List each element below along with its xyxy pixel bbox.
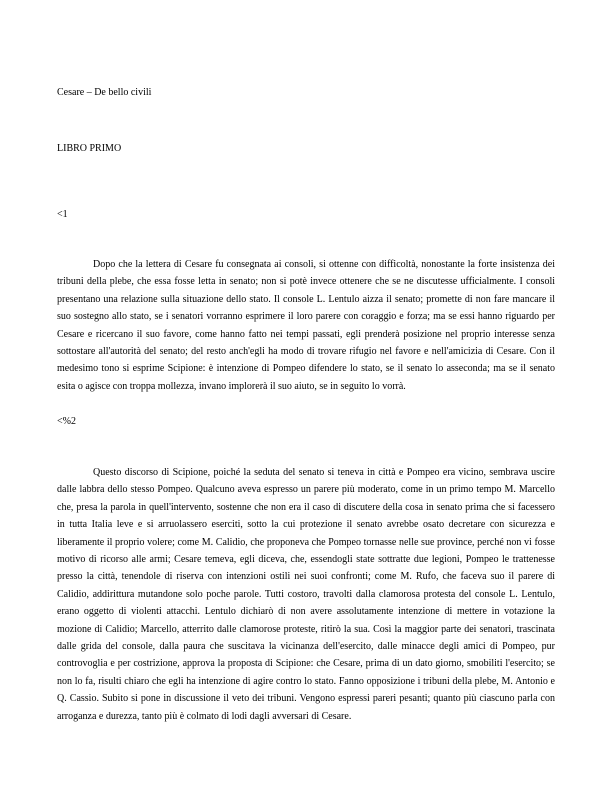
book-heading: LIBRO PRIMO bbox=[57, 143, 122, 154]
chapter-paragraph: Questo discorso di Scipione, poiché la seduta del senato si teneva in città e Pompeo era vicino, sembrava uscire dalle labbra dello stesso Pompeo. Qualcuno aveva espresso un parere più moderato, come in un primo tempo M. Marcello che, presa la parola in quell'intervento, sostenne che non era il caso di discutere della cosa in senato prima che si facessero in tutta Italia leve e si arruolassero eserciti, sotto la cui protezione il senato avrebbe osato decretare con sicurezza e liberamente il proprio volere; come M. Calidio, che proponeva che Pompeo tornasse nelle sue province, perché non vi fosse motivo di ricorso alle armi; Cesare temeva, egli diceva, che, essendogli state sottratte due legioni, Pompeo le trattenesse presso la città, tenendole di riserva con intenzioni ostili nei suoi confronti; come M. Rufo, che faceva suo il parere di Calidio, addirittura mutandone solo poche parole. Tutti costoro, travolti dalla clamorosa protesta del console L. Lentulo, erano oggetto di violenti attacchi. Lentulo dichiarò di non avere assolutamente intenzione di mettere in votazione la mozione di Calidio; Marcello, atterrito dalle clamorose proteste, ritirò la sua. Così la maggior parte dei senatori, trascinata dalle grida del console, dalla paura che suscitava la vicinanza dell'esercito, dalle minacce degli amici di Pompeo, pur controvoglia e per costrizione, approva la proposta di Scipione: che Cesare, prima di un dato giorno, smobiliti l'esercito; se non lo fa, risulti chiaro che egli ha intenzione di agire contro lo stato. Fanno opposizione i tribuni della plebe, M. Antonio e Q. Cassio. Subito si pone in discussione il veto dei tribuni. Vengono espressi pareri pesanti; quanto più ciascuno parla con arroganza e durezza, tanto più è colmato di lodi dagli avversari di Cesare. bbox=[57, 467, 555, 722]
chapter-marker: <1 bbox=[57, 209, 68, 220]
chapter-marker: <%2 bbox=[57, 416, 76, 427]
document-title: Cesare – De bello civili bbox=[57, 87, 152, 98]
chapter-paragraph: Dopo che la lettera di Cesare fu consegnata ai consoli, si ottenne con difficoltà, nonostante la forte insistenza dei tribuni della plebe, che essa fosse letta in senato; non si potè invece ottenere che se ne discutesse ufficialmente. I consoli presentano una relazione sulla situazione dello stato. Il console L. Lentulo aizza il senato; promette di non fare mancare il suo sostegno allo stato, se i senatori vorranno esprimere il loro parere con coraggio e forza; ma se essi hanno riguardo per Cesare e ricercano il suo favore, come hanno fatto nei tempi passati, egli prenderà posizione nel proprio interesse senza sottostare all'autorità del senato; del resto anch'egli ha modo di trovare rifugio nel favore e nell'amicizia di Cesare. Con il medesimo tono si esprime Scipione: è intenzione di Pompeo difendere lo stato, se il senato lo asseconda; ma se il senato esita o agisce con troppa mollezza, invano implorerà il suo aiuto, se in seguito lo vorrà. bbox=[57, 259, 555, 392]
